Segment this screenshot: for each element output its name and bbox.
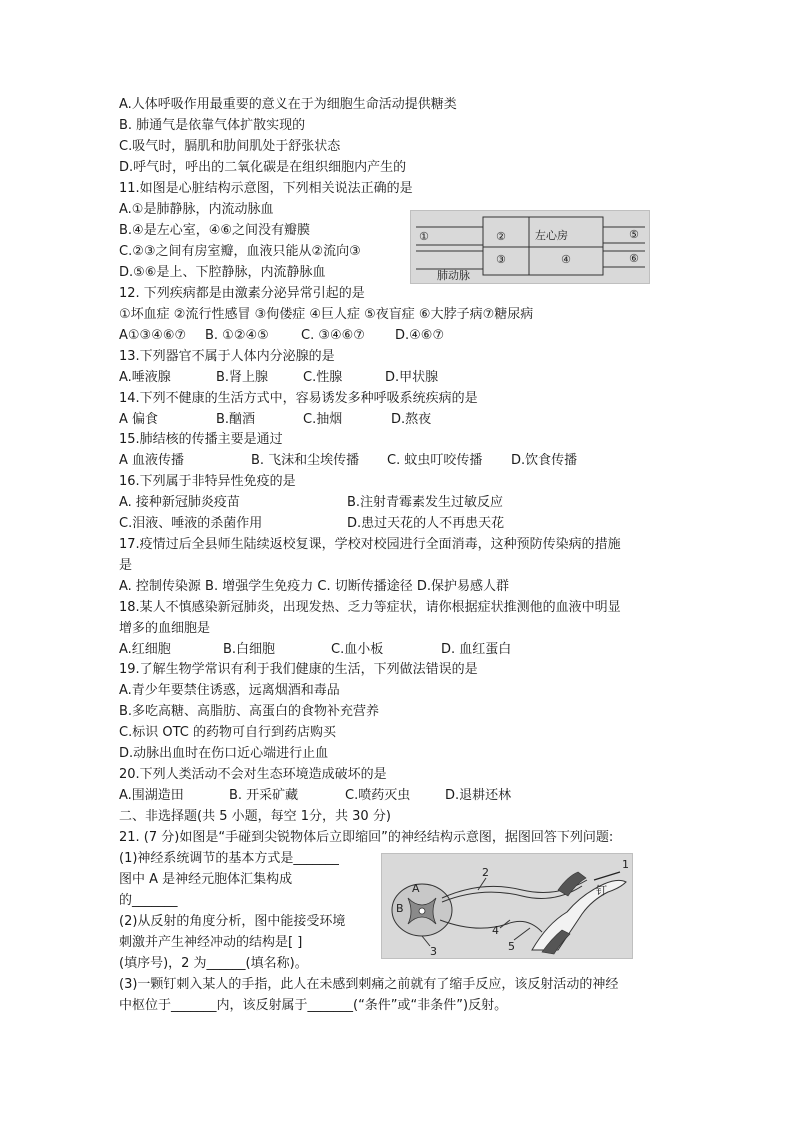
reflex-label-2: 2 bbox=[482, 866, 489, 879]
q11-option-d: D.⑤⑥是上、下腔静脉，内流静脉血 bbox=[119, 265, 326, 280]
q12-option-d: D.④⑥⑦ bbox=[395, 328, 445, 343]
reflex-label-5: 5 bbox=[508, 940, 515, 953]
q16-option-b: B.注射青霉素发生过敏反应 bbox=[347, 495, 504, 510]
q10-option-c: C.吸气时，膈肌和肋间肌处于舒张状态 bbox=[119, 139, 341, 154]
section-2-heading: 二、非选择题(共 5 小题，每空 1分，共 30 分) bbox=[119, 809, 391, 824]
q19-option-b: B.多吃高糖、高脂肪、高蛋白的食物补充营养 bbox=[119, 704, 380, 719]
q13-option-c: C.性腺 bbox=[303, 370, 343, 385]
q10-option-b: B. 肺通气是依靠气体扩散实现的 bbox=[119, 118, 306, 133]
q10-option-d: D.呼气时，呼出的二氧化碳是在组织细胞内产生的 bbox=[119, 160, 407, 175]
q15-option-b: B. 飞沫和尘埃传播 bbox=[251, 453, 360, 468]
q17-stem-line2: 是 bbox=[119, 558, 133, 573]
q17-stem-line1: 17.疫情过后全县师生陆续返校复课，学校对校园进行全面消毒，这种预防传染病的措施 bbox=[119, 537, 621, 552]
q21-stem: 21. (7 分)如图是“手碰到尖锐物体后立即缩回”的神经结构示意图，据图回答下列问题: bbox=[119, 830, 614, 845]
q21-part1-line3: 的_______ bbox=[119, 893, 178, 908]
heart-label-1: ① bbox=[419, 230, 429, 243]
q13-option-a: A.唾液腺 bbox=[119, 370, 171, 385]
q19-option-d: D.动脉出血时在伤口近心端进行止血 bbox=[119, 746, 329, 761]
q19-option-c: C.标识 OTC 的药物可自行到药店购买 bbox=[119, 725, 336, 740]
q18-option-c: C.血小板 bbox=[331, 642, 384, 657]
q21-part3-line1: (3)一颗钉刺入某人的手指，此人在未感到刺痛之前就有了缩手反应，该反射活动的神经 bbox=[119, 977, 619, 992]
q17-options: A. 控制传染源 B. 增强学生免疫力 C. 切断传播途径 D.保护易感人群 bbox=[119, 579, 509, 594]
q20-option-c: C.喷药灭虫 bbox=[345, 788, 411, 803]
q11-stem: 11.如图是心脏结构示意图，下列相关说法正确的是 bbox=[119, 181, 413, 196]
heart-label-3: ③ bbox=[496, 253, 506, 266]
q21-part3-line2: 中枢位于_______内，该反射属于_______(“条件”或“非条件”)反射。 bbox=[119, 998, 508, 1013]
q12-option-a: A①③④⑥⑦ bbox=[119, 328, 187, 343]
q21-part2-line2: 刺激并产生神经冲动的结构是[ ] bbox=[119, 935, 303, 950]
q21-part1-line2: 图中 A 是神经元胞体汇集构成 bbox=[119, 872, 293, 887]
reflex-label-4: 4 bbox=[492, 924, 499, 937]
q18-stem-line2: 增多的血细胞是 bbox=[119, 621, 211, 636]
reflex-label-b: B bbox=[396, 902, 404, 915]
q18-option-d: D. 血红蛋白 bbox=[441, 642, 512, 657]
q21-part2-line1: (2)从反射的角度分析，图中能接受环境 bbox=[119, 914, 346, 929]
q11-option-c: C.②③之间有房室瓣，血液只能从②流向③ bbox=[119, 244, 361, 259]
reflex-label-nail: 钉 bbox=[596, 884, 607, 897]
reflex-label-1: 1 bbox=[622, 858, 629, 871]
q20-option-b: B. 开采矿藏 bbox=[229, 788, 299, 803]
q18-stem-line1: 18.某人不慎感染新冠肺炎，出现发热、乏力等症状，请你根据症状推测他的血液中明显 bbox=[119, 600, 621, 615]
heart-label-4: ④ bbox=[561, 253, 571, 266]
heart-label-pulmonary-artery: 肺动脉 bbox=[437, 269, 470, 282]
q20-option-d: D.退耕还林 bbox=[445, 788, 512, 803]
q13-option-d: D.甲状腺 bbox=[385, 370, 439, 385]
heart-structure-figure bbox=[410, 210, 650, 284]
q15-option-a: A 血液传播 bbox=[119, 453, 185, 468]
q15-option-c: C. 蚊虫叮咬传播 bbox=[387, 453, 483, 468]
reflex-label-a: A bbox=[412, 882, 420, 895]
q21-part1-line1: (1)神经系统调节的基本方式是_______ bbox=[119, 851, 339, 866]
q19-stem: 19.了解生物学常识有利于我们健康的生活，下列做法错误的是 bbox=[119, 662, 478, 677]
q16-option-a: A. 接种新冠肺炎疫苗 bbox=[119, 495, 240, 510]
q15-stem: 15.肺结核的传播主要是通过 bbox=[119, 432, 283, 447]
q15-option-d: D.饮食传播 bbox=[511, 453, 578, 468]
q20-stem: 20.下列人类活动不会对生态环境造成破坏的是 bbox=[119, 767, 387, 782]
heart-label-2: ② bbox=[496, 230, 506, 243]
q19-option-a: A.青少年要禁住诱惑，远离烟酒和毒品 bbox=[119, 683, 340, 698]
q16-stem: 16.下列属于非特异性免疫的是 bbox=[119, 474, 296, 489]
heart-label-left-atrium: 左心房 bbox=[535, 229, 568, 242]
q13-option-b: B.肾上腺 bbox=[216, 370, 269, 385]
q11-option-b: B.④是左心室，④⑥之间没有瓣膜 bbox=[119, 223, 311, 238]
q14-option-a: A 偏食 bbox=[119, 412, 159, 427]
q14-stem: 14.下列不健康的生活方式中，容易诱发多种呼吸系统疾病的是 bbox=[119, 391, 478, 406]
q21-part2-line3: (填序号)，2 为______(填名称)。 bbox=[119, 956, 308, 971]
q12-option-c: C. ③④⑥⑦ bbox=[301, 328, 365, 343]
heart-label-5: ⑤ bbox=[629, 228, 639, 241]
reflex-label-3: 3 bbox=[430, 945, 437, 958]
q14-option-d: D.熬夜 bbox=[391, 412, 432, 427]
heart-label-6: ⑥ bbox=[629, 252, 639, 265]
q14-option-c: C.抽烟 bbox=[303, 412, 343, 427]
q10-option-a: A.人体呼吸作用最重要的意义在于为细胞生命活动提供糖类 bbox=[119, 97, 457, 112]
q16-option-d: D.患过天花的人不再患天花 bbox=[347, 516, 505, 531]
q12-stem: 12. 下列疾病都是由激素分泌异常引起的是 bbox=[119, 286, 365, 301]
q13-stem: 13.下列器官不属于人体内分泌腺的是 bbox=[119, 349, 335, 364]
q18-option-b: B.白细胞 bbox=[223, 642, 276, 657]
q14-option-b: B.酗酒 bbox=[216, 412, 256, 427]
q12-disease-list: ①坏血症 ②流行性感冒 ③佝偻症 ④巨人症 ⑤夜盲症 ⑥大脖子病⑦糖尿病 bbox=[119, 307, 534, 322]
reflex-arc-figure bbox=[381, 853, 633, 959]
q16-option-c: C.泪液、唾液的杀菌作用 bbox=[119, 516, 263, 531]
q20-option-a: A.围湖造田 bbox=[119, 788, 184, 803]
q18-option-a: A.红细胞 bbox=[119, 642, 171, 657]
q12-option-b: B. ①②④⑤ bbox=[205, 328, 269, 343]
q11-option-a: A.①是肺静脉，内流动脉血 bbox=[119, 202, 274, 217]
